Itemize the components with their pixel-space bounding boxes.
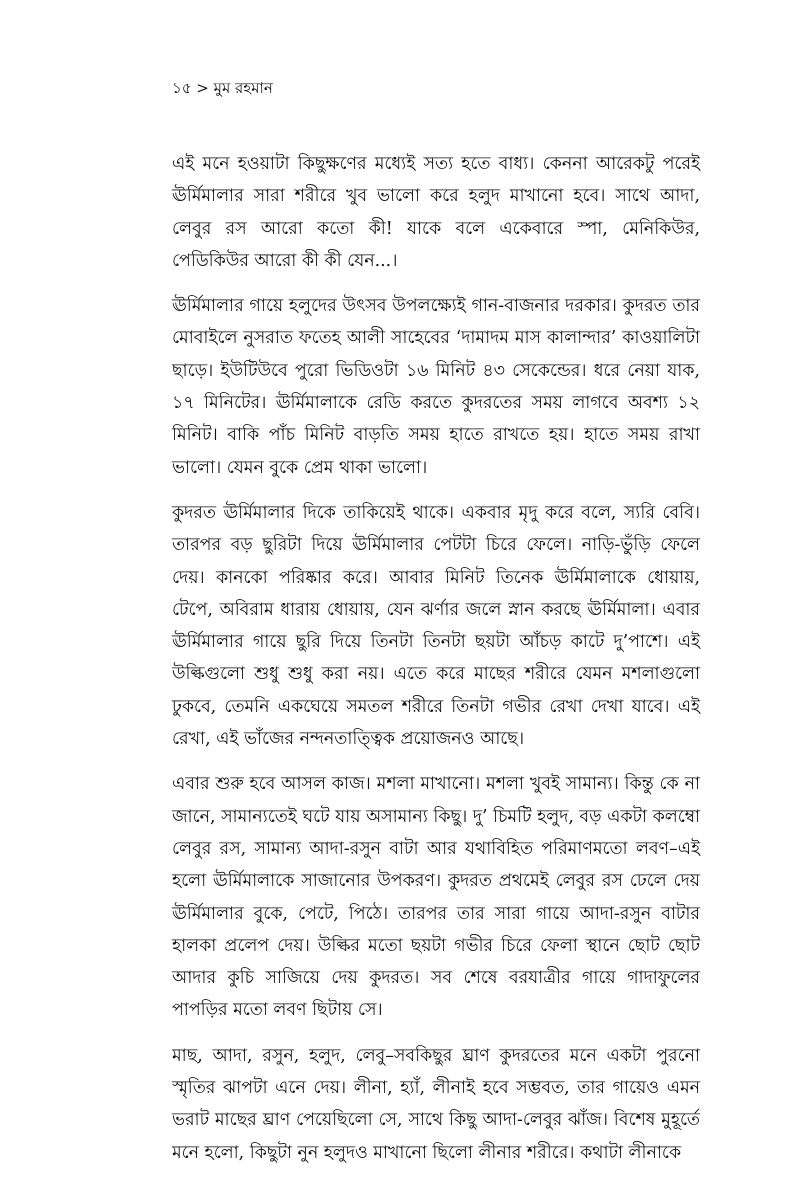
header-separator: > (196, 79, 209, 97)
body-text (172, 148, 700, 1182)
page-number: ১৫ (172, 79, 192, 97)
paragraph: মাছ, আদা, রসুন, হলুদ, লেবু–সবকিছুর ঘ্রাণ কুদরতের মনে একটা পুরনো স্মৃতির ঝাপটা এনে দেয়। লীনা, হ্যাঁ, লীনাই হবে সম্ভবত, তার গায়েও এমন ভরাট মাছের ঘ্রাণ পেয়েছিলো সে, সাথে কিছু আদা-লেবুর ঝাঁজ। বিশেষ মুহূর্তে মনে হলো, কিছুটা নুন হলুদও মাখানো ছিলো লীনার শরীরে। কথাটা লীনাকে (172, 1045, 700, 1163)
running-header (172, 78, 273, 98)
paragraph: ঊর্মিমালার গায়ে হলুদের উৎসব উপলক্ষ্যেই গান-বাজনার দরকার। কুদরত তার মোবাইলে নুসরাত ফতেহ আলী সাহেবের ‘দামাদম মাস কালান্দার’ কাওয়ালিটা ছাড়ে। ইউটিউবে পুরো ভিডিওটা ১৬ মিনিট ৪৩ সেকেন্ডের। ধরে নেয়া যাক, ১৭ মিনিটের। ঊর্মিমালাকে রেডি করতে কুদরতের সময় লাগবে অবশ্য ১২ মিনিট। বাকি পাঁচ মিনিট বাড়তি সময় হাতে রাখতে হয়। হাতে সময় রাখা ভালো। যেমন বুকে প্রেম থাকা ভালো। (172, 296, 700, 478)
author-name: মুম রহমান (213, 79, 273, 97)
paragraph: কুদরত ঊর্মিমালার দিকে তাকিয়েই থাকে। একবার মৃদু করে বলে, স্যরি বেবি। তারপর বড় ছুরিটা দিয়ে ঊর্মিমালার পেটটা চিরে ফেলে। নাড়ি-ভুঁড়ি ফেলে দেয়। কানকো পরিষ্কার করে। আবার মিনিট তিনেক ঊর্মিমালাকে ধোয়ায়, টেপে, অবিরাম ধারায় ধোয়ায়, যেন ঝর্ণার জলে স্নান করছে ঊর্মিমালা। এবার ঊর্মিমালার গায়ে ছুরি দিয়ে তিনটা তিনটা ছয়টা আঁচড় কাটে দু’পাশে। এই উল্কিগুলো শুধু শুধু করা নয়। এতে করে মাছের শরীরে যেমন মশলাগুলো ঢুকবে, তেমনি একঘেয়ে সমতল শরীরে তিনটা গভীর রেখা দেখা যাবে। এই রেখা, এই ভাঁজের নন্দনতাত্ত্বিক প্রয়োজনও আছে। (172, 502, 700, 750)
paragraph: এবার শুরু হবে আসল কাজ। মশলা মাখানো। মশলা খুবই সামান্য। কিন্তু কে না জানে, সামান্যতেই ঘটে যায় অসামান্য কিছু। দু’ চিমটি হলুদ, বড় একটা কলম্বো লেবুর রস, সামান্য আদা-রসুন বাটা আর যথাবিহিত পরিমাণমতো লবণ–এই হলো ঊর্মিমালাকে সাজানোর উপকরণ। কুদরত প্রথমেই লেবুর রস ঢেলে দেয় ঊর্মিমালার বুকে, পেটে, পিঠে। তারপর তার সারা গায়ে আদা-রসুন বাটার হালকা প্রলেপ দেয়। উল্কির মতো ছয়টা গভীর চিরে ফেলা স্থানে ছোট ছোট আদার কুচি সাজিয়ে দেয় কুদরত। সব শেষে বরযাত্রীর গায়ে গাদাফুলের পাপড়ির মতো লবণ ছিটায় সে। (172, 774, 700, 1021)
paragraph: এই মনে হওয়াটা কিছুক্ষণের মধ্যেই সত্য হতে বাধ্য। কেননা আরেকটু পরেই ঊর্মিমালার সারা শরীরে খুব ভালো করে হলুদ মাখানো হবে। সাথে আদা, লেবুর রস আরো কতো কী! যাকে বলে একেবারে স্পা, মেনিকিউর, পেডিকিউর আরো কী কী যেন...। (172, 154, 700, 271)
